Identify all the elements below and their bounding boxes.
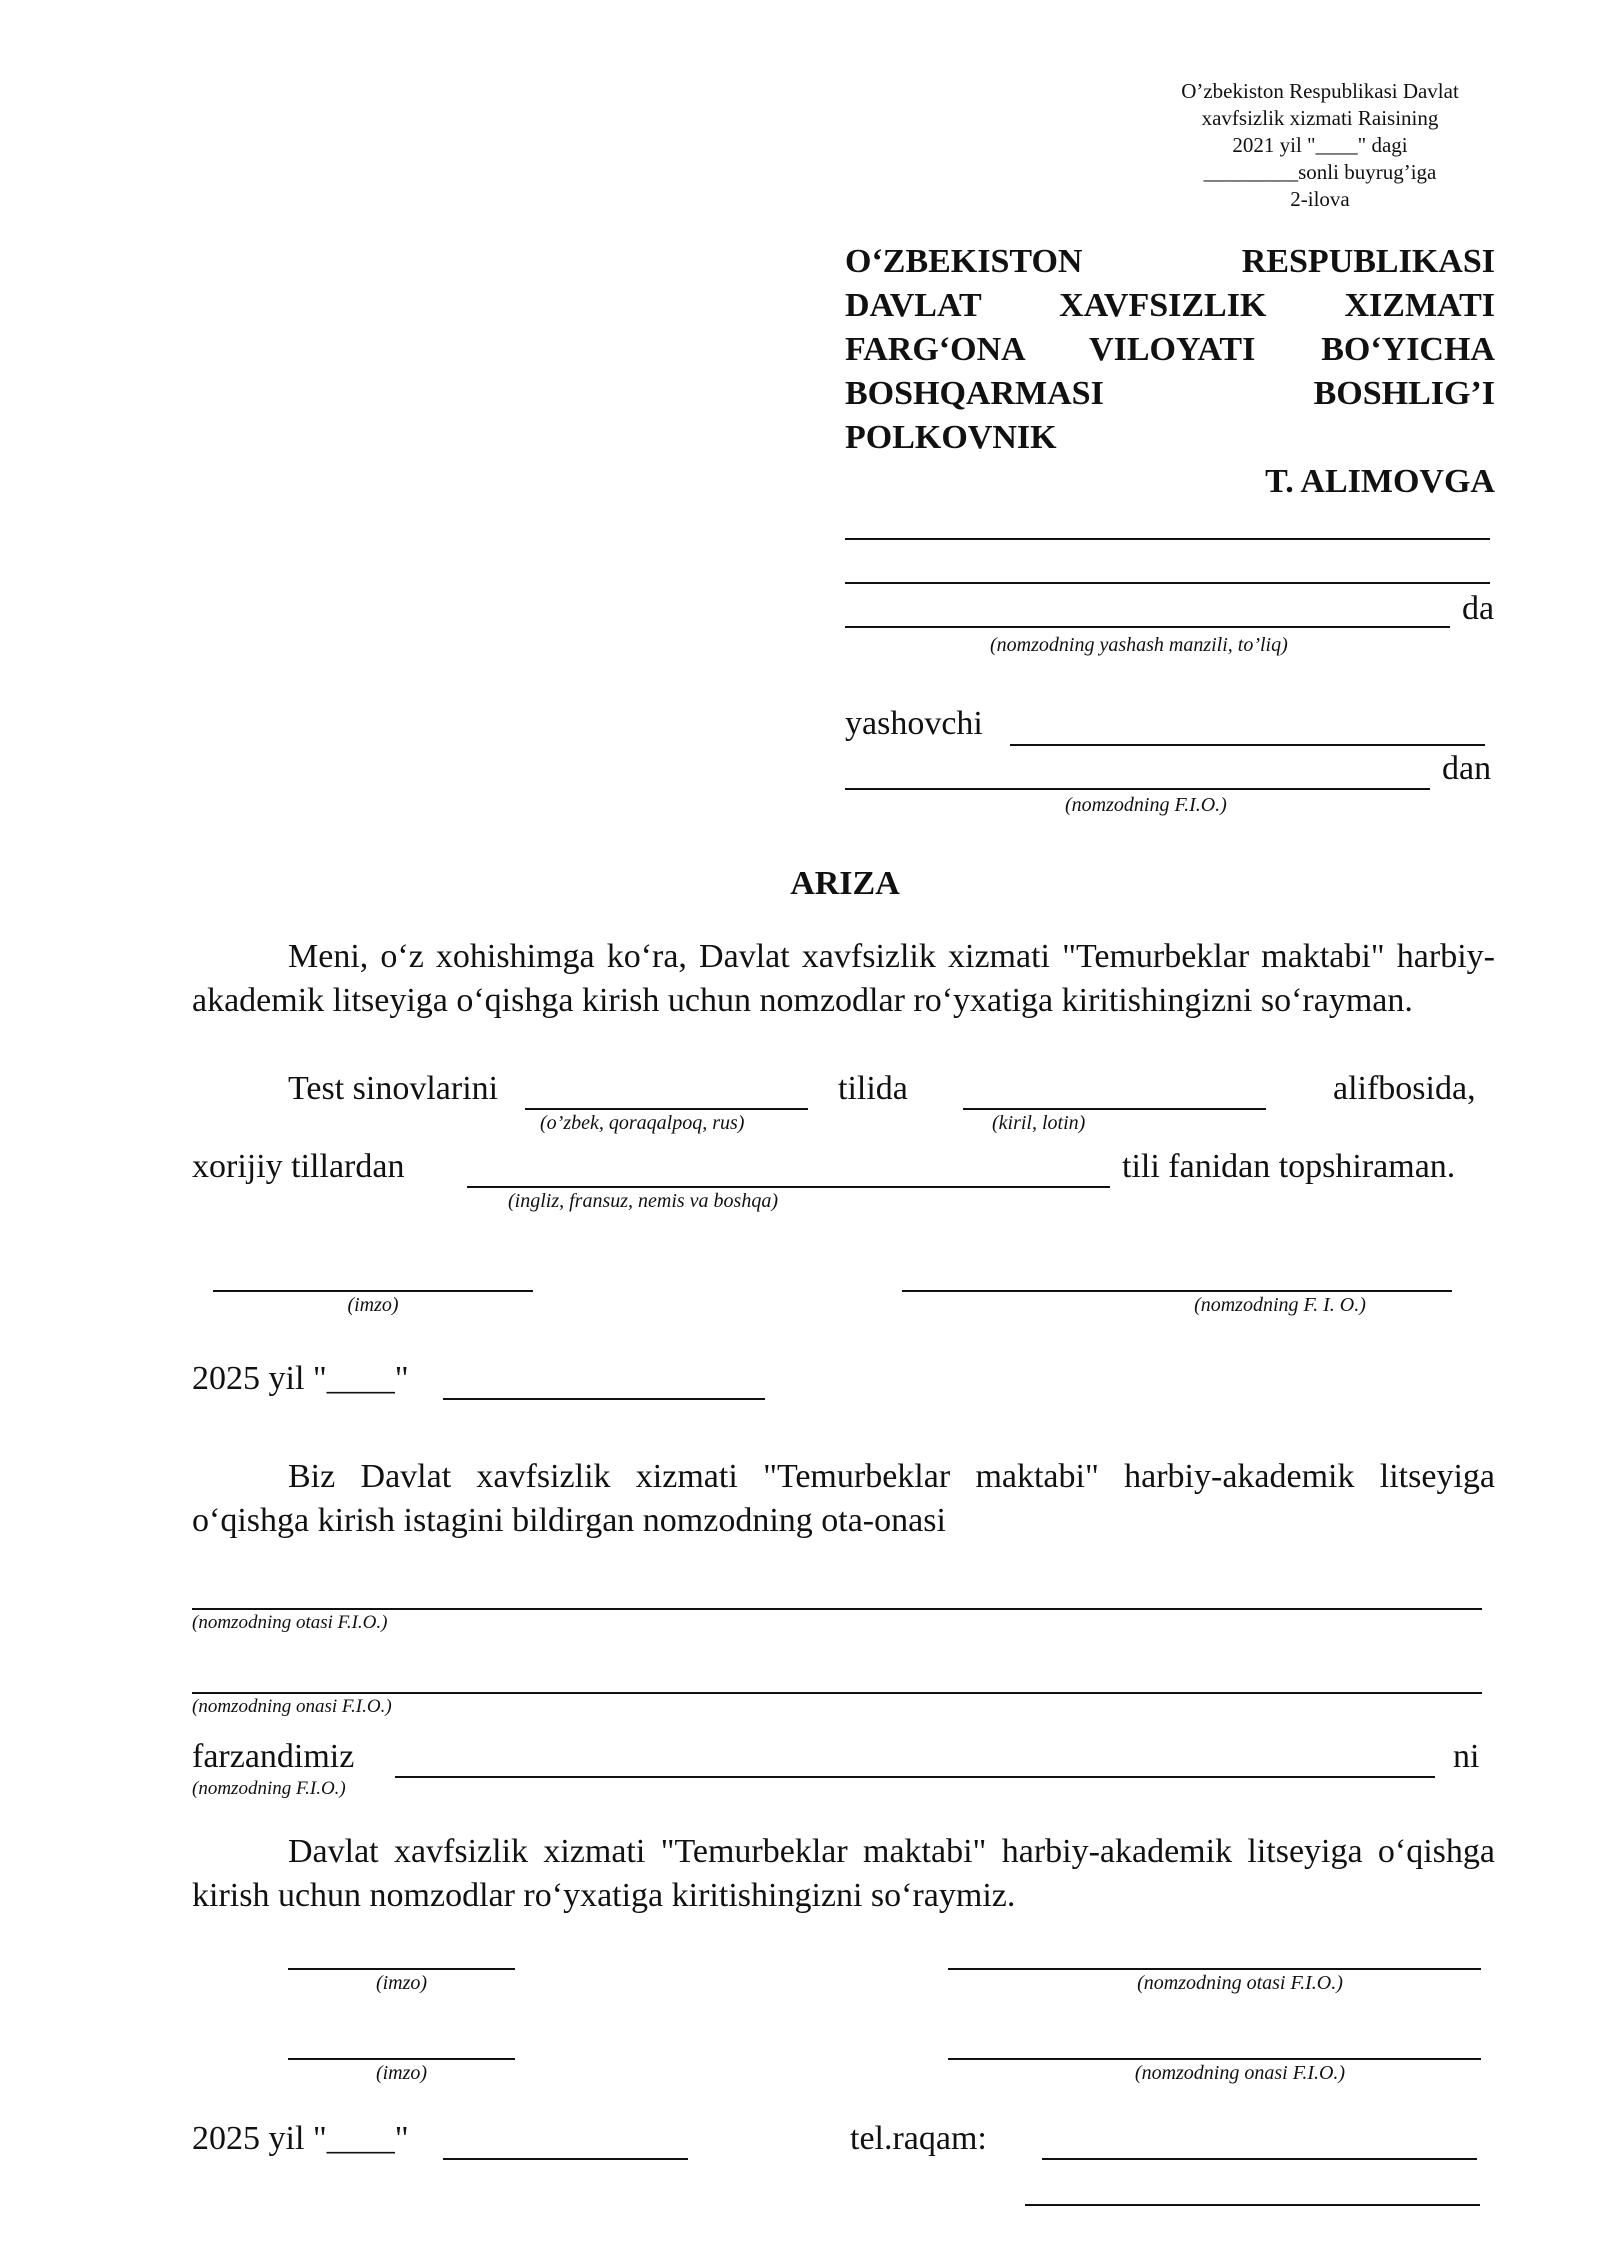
document-title: ARIZA [790, 865, 900, 902]
applicant-fio-line [902, 1290, 1452, 1292]
phone-label: tel.raqam: [850, 2120, 987, 2157]
language-line [525, 1108, 808, 1110]
alphabet-caption: (kiril, lotin) [992, 1112, 1086, 1134]
language-caption: (o’zbek, qoraqalpoq, rus) [540, 1112, 745, 1134]
mother-fio-line [948, 2058, 1481, 2060]
application-date: 2025 yil "____" [192, 1360, 409, 1397]
mother-name-line [192, 1692, 1482, 1694]
parents-date-month-line [443, 2158, 688, 2160]
signature-caption: (imzo) [347, 1294, 399, 1316]
alphabet-line [963, 1108, 1266, 1110]
test-label: Test sinovlarini [288, 1070, 499, 1107]
mother-signature-caption: (imzo) [375, 2062, 428, 2084]
addressee-line-1: O‘ZBEKISTON RESPUBLIKASI [845, 243, 1495, 280]
father-signature-line [288, 1968, 515, 1970]
child-caption: (nomzodning F.I.O.) [192, 1778, 346, 1799]
approval-line-3: 2021 yil "____" dagi [1232, 133, 1408, 157]
parents-request: Davlat xavfsizlik xizmati "Temurbeklar maktabi" harbiy-akademik litseyiga o‘qishga kirish uchun nomzodlar ro‘yxatiga kiritishingizni so‘raymiz. [192, 1833, 1495, 1914]
address-line-3 [845, 626, 1450, 628]
address-caption: (nomzodning yashash manzili, to’liq) [990, 634, 1288, 656]
approval-line-1: O’zbekiston Respublikasi Davlat [1181, 79, 1459, 103]
address-line-2 [845, 582, 1490, 584]
addressee-line-2: DAVLAT XAVFSIZLIK XIZMATI [845, 287, 1495, 324]
resident-label: yashovchi [845, 705, 983, 742]
address-suffix: da [1462, 590, 1495, 627]
mother-fio-caption: (nomzodning onasi F.I.O.) [1134, 2062, 1346, 2084]
address-line-1 [845, 538, 1490, 540]
father-caption: (nomzodning otasi F.I.O.) [192, 1612, 388, 1633]
parents-paragraph: Biz Davlat xavfsizlik xizmati "Temurbeklar maktabi" harbiy-akademik litseyiga o‘qishga kirish istagini bildirgan nomzodning ota-onasi [192, 1458, 1495, 1539]
mother-signature-line [288, 2058, 515, 2060]
foreign-suffix: tili fanidan topshiraman. [1122, 1148, 1456, 1185]
father-fio-caption: (nomzodning otasi F.I.O.) [1137, 1972, 1343, 1994]
addressee-line-3: FARG‘ONA VILOYATI BO‘YICHA [845, 331, 1495, 368]
child-name-line [395, 1776, 1435, 1778]
application-date-month-line [443, 1398, 765, 1400]
mother-caption: (nomzodning onasi F.I.O.) [192, 1696, 392, 1717]
sender-name-suffix: dan [1442, 750, 1492, 787]
application-paragraph: Meni, o‘z xohishimga ko‘ra, Davlat xavfsizlik xizmati "Temurbeklar maktabi" harbiy-akademik litseyiga o‘qishga kirish uchun nomzodlar ro‘yxatiga kiritishingizni so‘rayman. [192, 938, 1495, 1019]
resident-line [1010, 744, 1485, 746]
phone-line-2 [1025, 2204, 1480, 2206]
applicant-fio-caption: (nomzodning F. I. O.) [1194, 1294, 1366, 1316]
language-word: tilida [838, 1070, 908, 1107]
child-suffix: ni [1453, 1738, 1480, 1775]
addressee-block [845, 240, 1495, 504]
alphabet-word: alifbosida, [1333, 1070, 1476, 1107]
child-label: farzandimiz [192, 1738, 355, 1775]
father-name-line [192, 1608, 1482, 1610]
foreign-label: xorijiy tillardan [192, 1148, 405, 1185]
sender-name-line [845, 788, 1430, 790]
sender-name-caption: (nomzodning F.I.O.) [1065, 794, 1227, 816]
father-fio-line [948, 1968, 1481, 1970]
father-signature-caption: (imzo) [375, 1972, 428, 1994]
foreign-language-line [467, 1186, 1110, 1188]
approval-line-2: xavfsizlik xizmati Raisining [1201, 106, 1439, 130]
signature-line [213, 1290, 533, 1292]
foreign-caption: (ingliz, fransuz, nemis va boshqa) [508, 1190, 778, 1212]
addressee-line-5: POLKOVNIK [845, 419, 1057, 456]
addressee-line-4: BOSHQARMASI BOSHLIG’I [845, 375, 1495, 412]
approval-note [1120, 78, 1520, 213]
addressee-name: T. ALIMOVGA [1265, 463, 1495, 500]
phone-line-1 [1042, 2158, 1477, 2160]
approval-line-5: 2-ilova [1290, 187, 1350, 211]
parents-date: 2025 yil "____" [192, 2120, 409, 2157]
approval-line-4: _________sonli buyrug’iga [1203, 160, 1437, 184]
